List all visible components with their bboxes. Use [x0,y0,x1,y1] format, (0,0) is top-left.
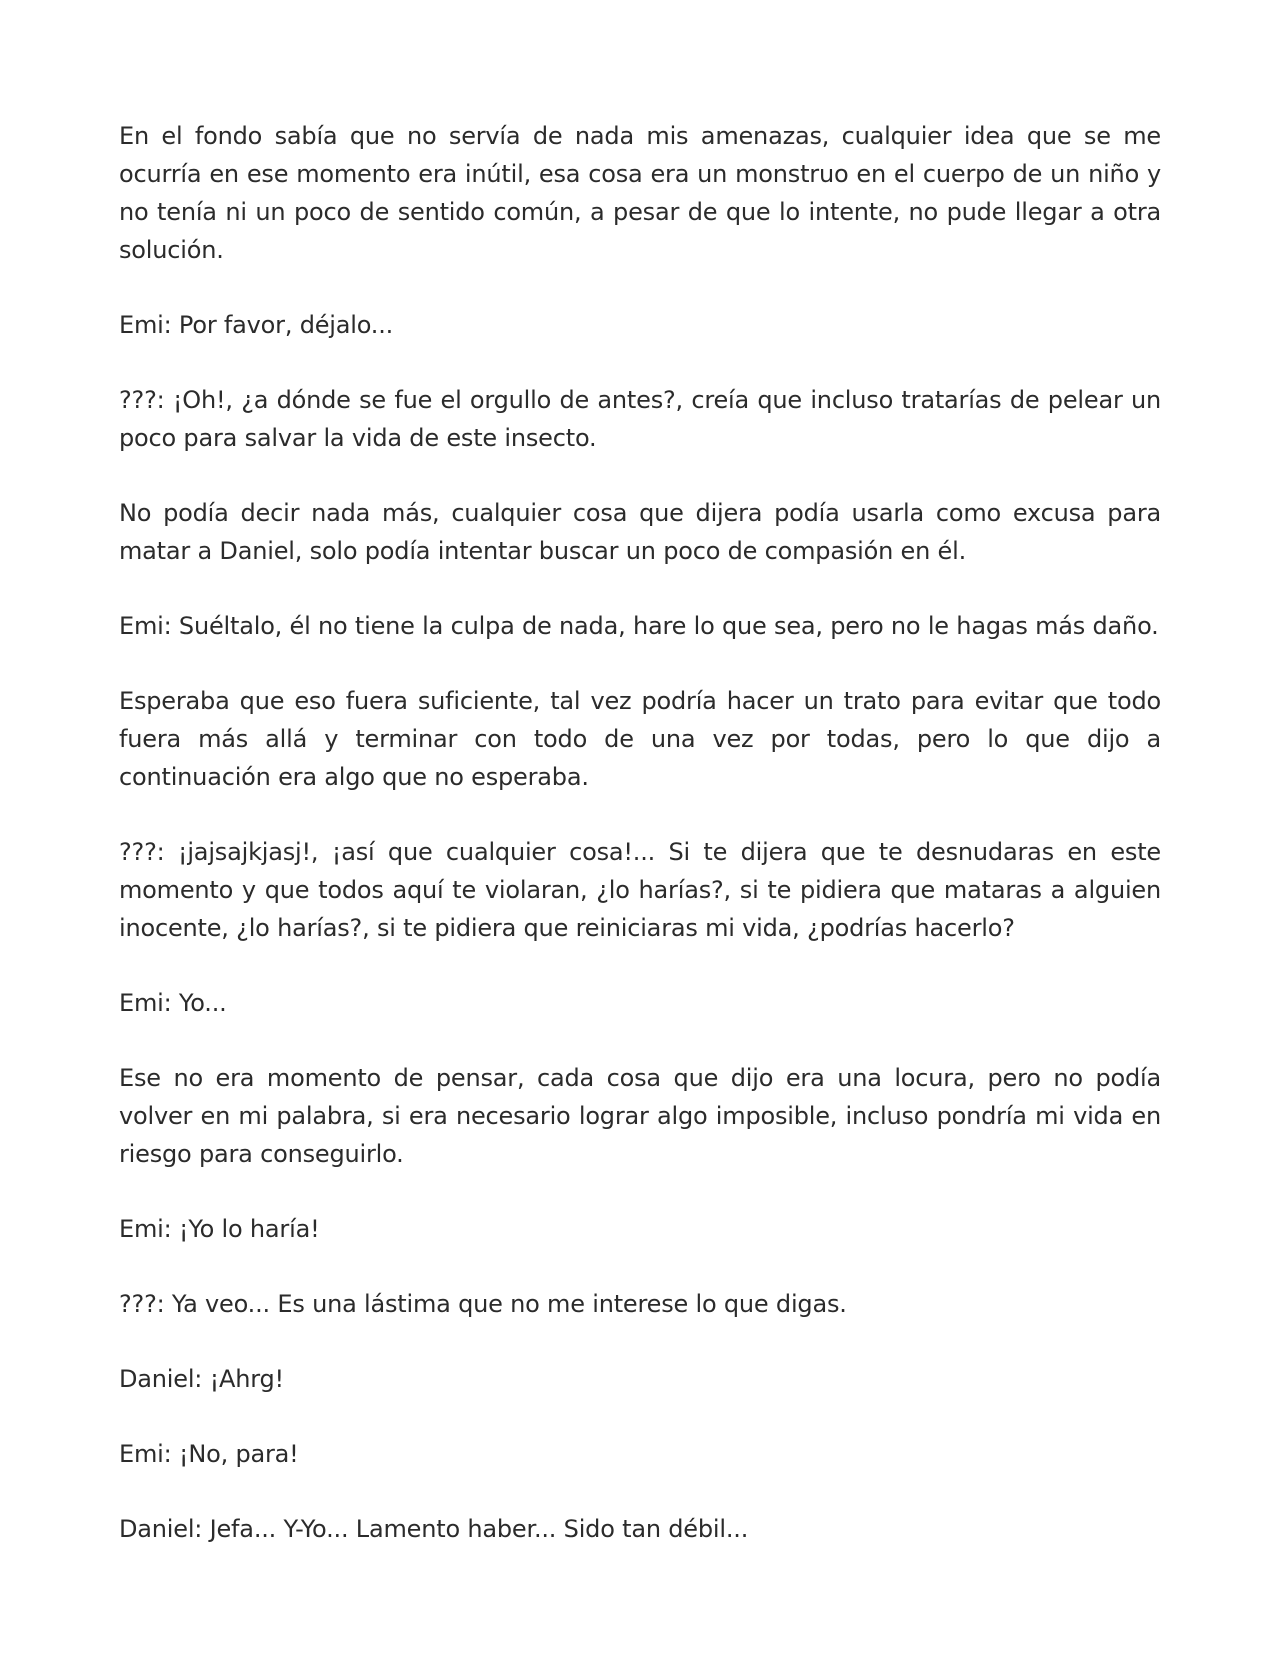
paragraph-dialogue-emi-3: Emi: Yo... [119,989,227,1017]
paragraph-dialogue-emi-5: Emi: ¡No, para! [119,1440,299,1468]
paragraph-narration-4: Ese no era momento de pensar, cada cosa que dijo era una locura, pero no podía volver en mi palabra, si era necesario lograr algo imposible, incluso pondría mi vida en riesgo para conseguirlo. [119,1064,1161,1168]
paragraph-dialogue-emi-2: Emi: Suéltalo, él no tiene la culpa de nada, hare lo que sea, pero no le hagas más daño. [119,612,1159,640]
paragraph-narration-2: No podía decir nada más, cualquier cosa que dijera podía usarla como excusa para matar a Daniel, solo podía intentar buscar un poco de compasión en él. [119,499,1161,565]
document-page [119,117,1161,1585]
paragraph-dialogue-unknown-3: ???: Ya veo... Es una lástima que no me interese lo que digas. [119,1290,847,1318]
paragraph-dialogue-unknown-2: ???: ¡jajsajkjasj!, ¡así que cualquier cosa!... Si te dijera que te desnudaras en este momento y que todos aquí te violaran, ¿lo harías?, si te pidiera que mataras a alguien inocente, ¿lo harías?, si te pidiera que reiniciaras mi vida, ¿podrías hacerlo? [119,838,1161,942]
paragraph-dialogue-daniel-2: Daniel: Jefa... Y-Yo... Lamento haber... Sido tan débil... [119,1515,749,1543]
paragraph-dialogue-emi-4: Emi: ¡Yo lo haría! [119,1215,320,1243]
paragraph-dialogue-daniel-1: Daniel: ¡Ahrg! [119,1365,284,1393]
paragraph-dialogue-emi-1: Emi: Por favor, déjalo... [119,311,394,339]
paragraph-dialogue-unknown-1: ???: ¡Oh!, ¿a dónde se fue el orgullo de antes?, creía que incluso tratarías de pelear un poco para salvar la vida de este insecto. [119,386,1161,452]
paragraph-narration-3: Esperaba que eso fuera suficiente, tal vez podría hacer un trato para evitar que todo fuera más allá y terminar con todo de una vez por todas, pero lo que dijo a continuación era algo que no esperaba. [119,687,1161,791]
paragraph-narration-1: En el fondo sabía que no servía de nada mis amenazas, cualquier idea que se me ocurría en ese momento era inútil, esa cosa era un monstruo en el cuerpo de un niño y no tenía ni un poco de sentido común, a pesar de que lo intente, no pude llegar a otra solución. [119,122,1161,264]
